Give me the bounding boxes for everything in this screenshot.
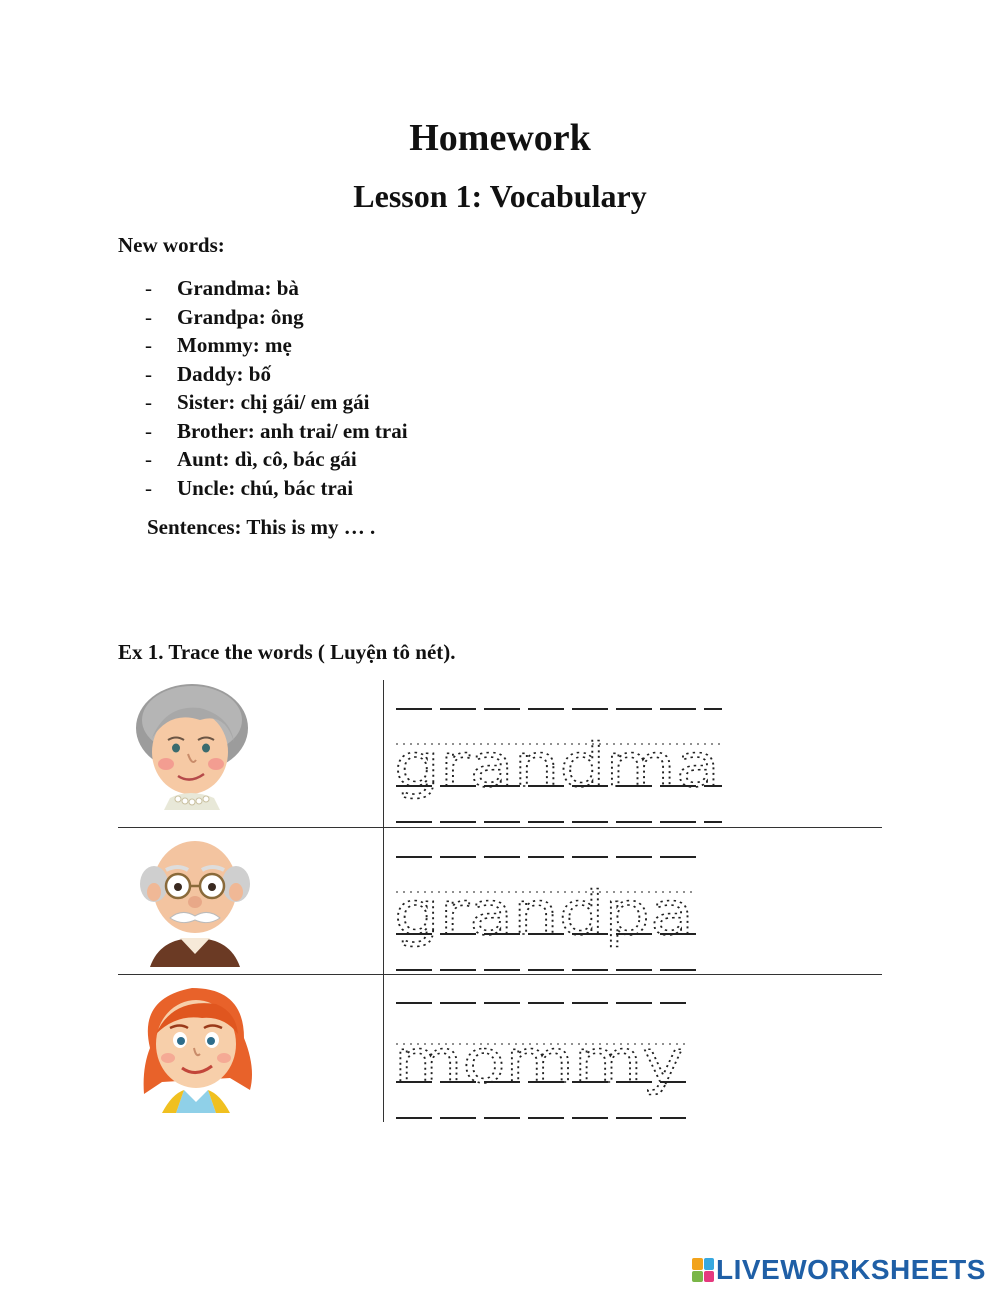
vocab-entry: Grandma: bà (177, 276, 299, 300)
list-item: - Daddy: bố (145, 360, 408, 389)
liveworksheets-logo[interactable] (692, 1253, 986, 1287)
grandpa-face-icon (140, 832, 250, 967)
table-divider-horizontal (118, 827, 882, 828)
vocab-entry: Mommy: mẹ (177, 333, 292, 357)
brand-name: LIVEWORKSHEETS (716, 1254, 986, 1285)
vocab-entry: Brother: anh trai/ em trai (177, 418, 408, 443)
list-item: - Aunt: dì, cô, bác gái (145, 445, 408, 474)
list-item: - Mommy: mẹ (145, 331, 408, 360)
vocab-entry: Grandpa: ông (177, 304, 304, 329)
page-title: Homework (409, 117, 591, 159)
new-words-heading: New words: (118, 233, 225, 257)
vocabulary-list (145, 274, 408, 502)
trace-word-grandpa (392, 838, 702, 973)
grandma-face-icon (130, 680, 255, 810)
sentence-pattern: Sentences: This is my … . (147, 515, 376, 539)
lesson-title: Lesson 1: Vocabulary (353, 178, 647, 214)
vocab-entry: Aunt: dì, cô, bác gái (177, 447, 357, 471)
trace-word-mommy (392, 984, 692, 1124)
exercise-title: Ex 1. Trace the words ( Luyện tô nét). (118, 640, 456, 664)
table-divider-horizontal (118, 974, 882, 975)
table-divider-vertical (383, 680, 384, 1122)
mommy-face-icon (132, 978, 262, 1113)
vocab-entry: Uncle: chú, bác trai (177, 475, 354, 500)
list-item: - Grandma: bà (145, 274, 408, 303)
liveworksheets-mark-icon (692, 1258, 714, 1282)
list-item: - Sister: chị gái/ em gái (145, 388, 408, 417)
trace-text: mommy (394, 1027, 684, 1097)
vocab-entry: Sister: chị gái/ em gái (177, 390, 370, 414)
vocab-entry: Daddy: bố (177, 361, 271, 386)
trace-text: grandma (394, 731, 720, 801)
list-item: - Grandpa: ông (145, 303, 408, 332)
list-item: - Uncle: chú, bác trai (145, 474, 408, 503)
trace-word-grandma (392, 690, 732, 825)
trace-text: grandpa (394, 879, 694, 949)
list-item: - Brother: anh trai/ em trai (145, 417, 408, 446)
